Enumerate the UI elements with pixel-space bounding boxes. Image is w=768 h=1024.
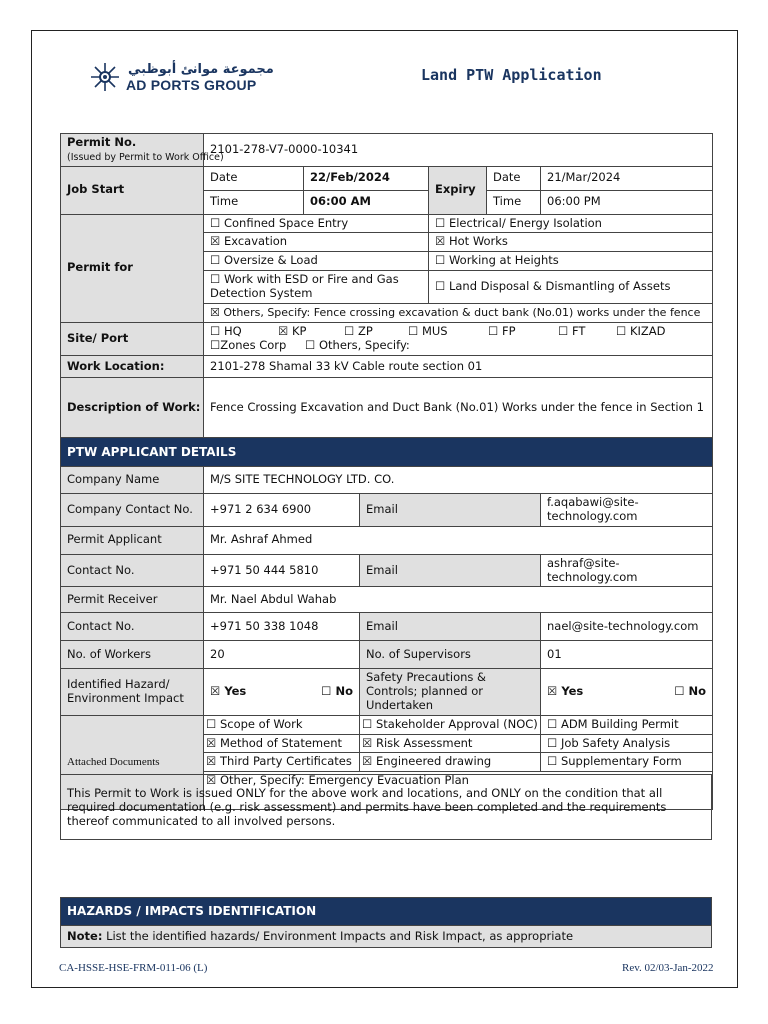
safety-yes-no (541, 669, 713, 715)
checkbox-working-heights[interactable]: ☐ Working at Heights (429, 252, 713, 271)
start-date-label: Date (204, 166, 304, 190)
form-code: CA-HSSE-HSE-FRM-011-06 (L) (59, 962, 208, 974)
checkbox-site-zones-corp[interactable]: ☐Zones Corp (210, 338, 287, 353)
checkbox-third-party-certs[interactable]: ☒ Third Party Certificates (204, 753, 360, 772)
company-name-label: Company Name (61, 467, 204, 494)
checkbox-site-others[interactable]: ☐ Others, Specify: (305, 338, 410, 353)
hazards-section-heading: HAZARDS / IMPACTS IDENTIFICATION (61, 898, 712, 926)
receiver-contact-label: Contact No. (61, 613, 204, 641)
permit-statement: This Permit to Work is issued ONLY for the above work and locations, and ONLY on the condition that all required documentation (e.g. risk assessment) and permits have been completed and the requirements thereof communicated to all involved persons. (60, 774, 712, 840)
supervisors-label: No. of Supervisors (360, 641, 541, 669)
job-start-label: Job Start (61, 166, 204, 214)
checkbox-hot-works[interactable]: ☒ Hot Works (429, 233, 713, 252)
applicant-email-label: Email (360, 554, 541, 587)
description-value: Fence Crossing Excavation and Duct Bank (No.01) Works under the fence in Section 1 (204, 378, 713, 438)
start-date-value: 22/Feb/2024 (304, 166, 429, 190)
expiry-date-label: Date (487, 166, 541, 190)
work-location-label: Work Location: (61, 356, 204, 378)
expiry-time-value: 06:00 PM (541, 190, 713, 214)
company-email-value: f.aqabawi@site-technology.com (541, 494, 713, 527)
checkbox-oversize-load[interactable]: ☐ Oversize & Load (204, 252, 429, 271)
checkbox-others-specify[interactable]: ☒ Others, Specify: Fence crossing excavation & duct bank (No.01) works under the fence (204, 303, 713, 322)
checkbox-confined-space[interactable]: ☐ Confined Space Entry (204, 214, 429, 233)
checkbox-electrical-isolation[interactable]: ☐ Electrical/ Energy Isolation (429, 214, 713, 233)
note-text: List the identified hazards/ Environment Impacts and Risk Impact, as appropriate (102, 928, 574, 943)
checkbox-method-statement[interactable]: ☒ Method of Statement (204, 734, 360, 753)
checkbox-engineered-drawing[interactable]: ☒ Engineered drawing (360, 753, 541, 772)
checkbox-safety-yes[interactable]: ☒ Yes (547, 684, 584, 699)
receiver-email-label: Email (360, 613, 541, 641)
checkbox-esd-fire-gas[interactable]: ☐ Work with ESD or Fire and Gas Detection System (204, 270, 429, 303)
checkbox-risk-assessment[interactable]: ☒ Risk Assessment (360, 734, 541, 753)
checkbox-excavation[interactable]: ☒ Excavation (204, 233, 429, 252)
start-time-label: Time (204, 190, 304, 214)
site-port-label: Site/ Port (61, 322, 204, 356)
checkbox-site-zp[interactable]: ☐ ZP (344, 323, 373, 338)
site-port-options (204, 322, 713, 356)
permit-receiver-value: Mr. Nael Abdul Wahab (204, 587, 713, 613)
logo-arabic-text: مجموعة موانئ أبوظبي (128, 62, 274, 77)
permit-applicant-value: Mr. Ashraf Ahmed (204, 526, 713, 554)
receiver-email-value: nael@site-technology.com (541, 613, 713, 641)
work-location-value: 2101-278 Shamal 33 kV Cable route section 01 (204, 356, 713, 378)
company-contact-value: +971 2 634 6900 (204, 494, 360, 527)
checkbox-site-fp[interactable]: ☐ FP (488, 323, 516, 338)
checkbox-land-disposal[interactable]: ☐ Land Disposal & Dismantling of Assets (429, 270, 713, 303)
workers-label: No. of Workers (61, 641, 204, 669)
hazard-label: Identified Hazard/ Environment Impact (61, 669, 204, 715)
checkbox-hazard-yes[interactable]: ☒ Yes (210, 684, 247, 699)
hazards-table (60, 897, 712, 948)
permit-applicant-label: Permit Applicant (61, 526, 204, 554)
start-time-value: 06:00 AM (304, 190, 429, 214)
checkbox-supplementary-form[interactable]: ☐ Supplementary Form (541, 753, 713, 772)
checkbox-site-hq[interactable]: ☐ HQ (210, 323, 242, 338)
checkbox-job-safety-analysis[interactable]: ☐ Job Safety Analysis (541, 734, 713, 753)
supervisors-value: 01 (541, 641, 713, 669)
page-title: Land PTW Application (421, 66, 602, 84)
checkbox-stakeholder-approval[interactable]: ☐ Stakeholder Approval (NOC) (360, 715, 541, 734)
checkbox-site-ft[interactable]: ☐ FT (558, 323, 586, 338)
note-label: Note: (67, 928, 103, 943)
applicant-contact-label: Contact No. (61, 554, 204, 587)
permit-table (60, 133, 713, 810)
hazards-note (61, 926, 712, 948)
permit-receiver-label: Permit Receiver (61, 587, 204, 613)
expiry-label: Expiry (429, 166, 487, 214)
checkbox-site-mus[interactable]: ☐ MUS (408, 323, 448, 338)
checkbox-site-kizad[interactable]: ☐ KIZAD (616, 323, 666, 338)
safety-label: Safety Precautions & Controls; planned or Undertaken (360, 669, 541, 715)
permit-no-value: 2101-278-V7-0000-10341 (204, 134, 713, 167)
checkbox-adm-building-permit[interactable]: ☐ ADM Building Permit (541, 715, 713, 734)
receiver-contact-value: +971 50 338 1048 (204, 613, 360, 641)
expiry-time-label: Time (487, 190, 541, 214)
attached-documents-label: Attached Documents (61, 715, 204, 809)
company-name-value: M/S SITE TECHNOLOGY LTD. CO. (204, 467, 713, 494)
checkbox-safety-no[interactable]: ☐ No (674, 684, 707, 699)
permit-no-label: Permit No. (Issued by Permit to Work Office) (61, 134, 204, 167)
company-email-label: Email (360, 494, 541, 527)
description-label: Description of Work: (61, 378, 204, 438)
permit-for-label: Permit for (61, 214, 204, 322)
logo-english-text: AD PORTS GROUP (126, 77, 257, 93)
company-contact-label: Company Contact No. (61, 494, 204, 527)
ad-ports-logo-icon (90, 62, 120, 92)
checkbox-scope-of-work[interactable]: ☐ Scope of Work (204, 715, 360, 734)
revision-text: Rev. 02/03-Jan-2022 (622, 962, 714, 974)
checkbox-hazard-no[interactable]: ☐ No (321, 684, 353, 699)
checkbox-site-kp[interactable]: ☒ KP (278, 323, 307, 338)
hazard-yes-no (204, 669, 360, 715)
applicant-email-value: ashraf@site-technology.com (541, 554, 713, 587)
checkbox-other-specify-docs[interactable]: ☒ Other, Specify: Emergency Evacuation Plan (204, 772, 713, 810)
applicant-contact-value: +971 50 444 5810 (204, 554, 360, 587)
expiry-date-value: 21/Mar/2024 (541, 166, 713, 190)
workers-value: 20 (204, 641, 360, 669)
applicant-section-heading: PTW APPLICANT DETAILS (61, 438, 713, 467)
